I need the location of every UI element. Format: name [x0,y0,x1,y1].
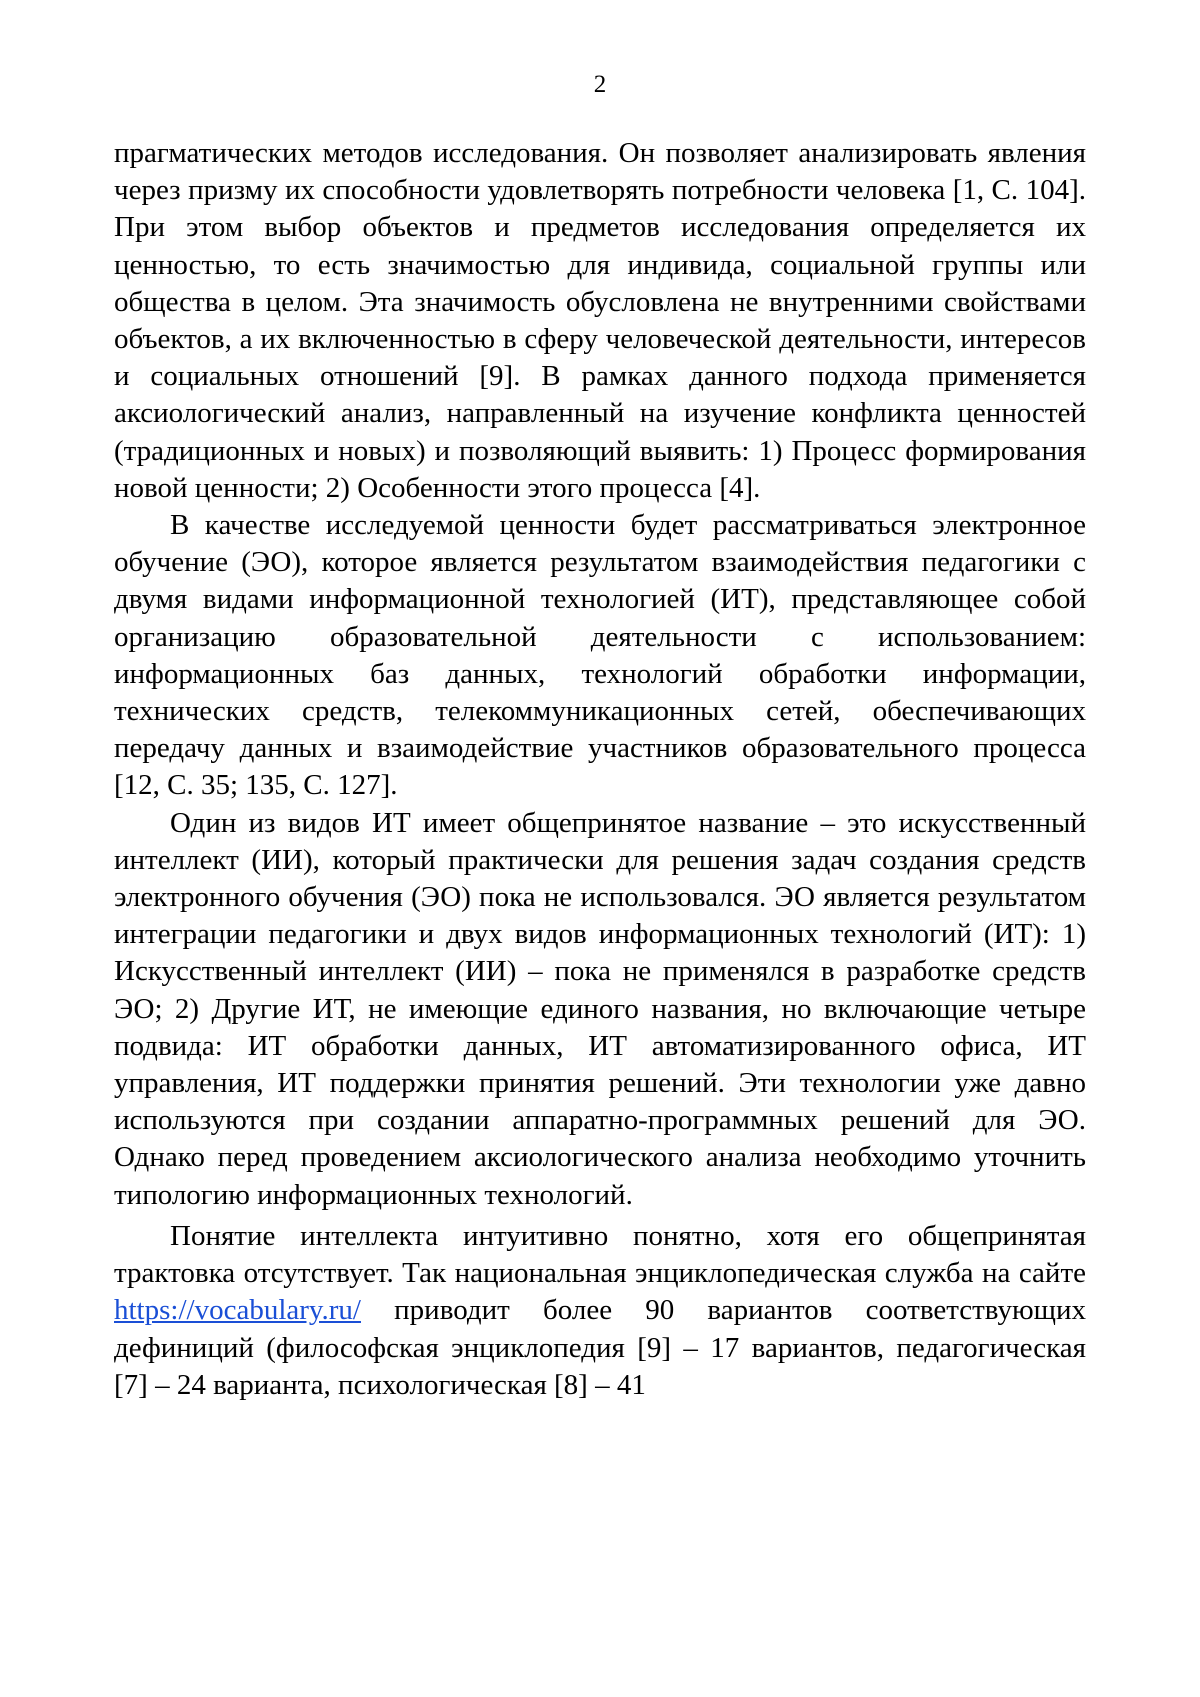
paragraph-pragmatic-methods: прагматических методов исследования. Он позволяет анализировать явления через призму их способности удовлетворять потребности человека [1, С. 104]. При этом выбор объектов и предметов исследования определяется их ценностью, то есть значимостью для индивида, социальной группы или общества в целом. Эта значимость обусловлена не внутренними свойствами объектов, а их включенностью в сферу человеческой деятельности, интересов и социальных отношений [9]. В рамках данного подхода применяется аксиологический анализ, направленный на изучение конфликта ценностей (традиционных и новых) и позволяющий выявить: 1) Процесс формирования новой ценности; 2) Особенности этого процесса [4]. [114,137,1086,504]
paragraph-e-learning-value: В качестве исследуемой ценности будет рассматриваться электронное обучение (ЭО), которое является результатом взаимодействия педагогики с двумя видами информационной технологией (ИТ), представляющее собой организацию образовательной деятельности с использованием: информационных баз данных, технологий обработки информации, технических средств, телекоммуникационных сетей, обеспечивающих передачу данных и взаимодействие участников образовательного процесса [12, С. 35; 135, С. 127]. [114,509,1086,802]
paragraph-text-before-link: Понятие интеллекта интуитивно понятно, хотя его общепринятая трактовка отсутствует. Так национальная энциклопедическая служба на сайте [114,1219,1086,1290]
document-body [114,135,1086,1404]
paragraph-intelligence-concept [114,1218,1086,1404]
paragraph-text-after-link: приводит более 90 вариантов соответствующих дефиниций (философская энциклопедия [9] – 17 вариантов, педагогическая [7] – 24 варианта, психологическая [8] – 41 [114,1294,1086,1401]
vocabulary-site-link[interactable]: https://vocabulary.ru/ [114,1294,361,1327]
page-number: 2 [593,71,607,98]
paragraph-artificial-intelligence: Один из видов ИТ имеет общепринятое название – это искусственный интеллект (ИИ), который практически для решения задач создания средств электронного обучения (ЭО) пока не использовался. ЭО является результатом интеграции педагогики и двух видов информационных технологий (ИТ): 1) Искусственный интеллект (ИИ) – пока не применялся в разработке средств ЭО; 2) Другие ИТ, не имеющие единого названия, но включающие четыре подвида: ИТ обработки данных, ИТ автоматизированного офиса, ИТ управления, ИТ поддержки принятия решений. Эти технологии уже давно используются при создании аппаратно-программных решений для ЭО. Однако перед проведением аксиологического анализа необходимо уточнить типологию информационных технологий. [114,806,1086,1211]
